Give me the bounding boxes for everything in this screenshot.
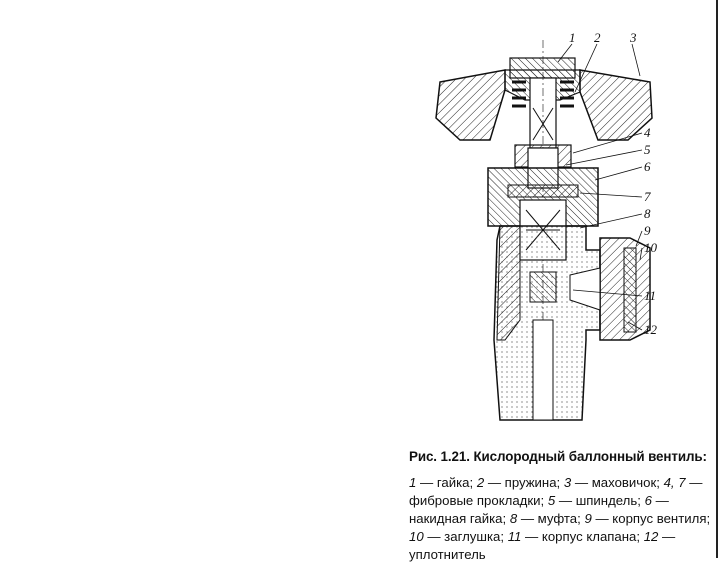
- legend-num: 2: [476, 475, 485, 490]
- legend-num: 4, 7: [663, 475, 686, 490]
- legend-num: 10: [409, 529, 424, 544]
- callout-2: 2: [594, 30, 601, 45]
- figure-caption: [409, 448, 714, 564]
- legend-num: 5: [547, 493, 556, 508]
- legend-text: — фибровые прокладки;: [409, 475, 703, 508]
- legend-text: — гайка;: [416, 475, 477, 490]
- legend-num: 8: [509, 511, 518, 526]
- legend-num: 12: [643, 529, 659, 544]
- page-edge: [716, 0, 718, 558]
- legend-text: — пружина;: [484, 475, 564, 490]
- legend-text: — корпус клапана;: [521, 529, 644, 544]
- legend-text: — уплотнитель: [409, 529, 676, 562]
- legend-text: — шпиндель;: [555, 493, 645, 508]
- callout-6: 6: [644, 159, 651, 174]
- callout-3: 3: [630, 30, 637, 45]
- legend-num: 1: [409, 475, 417, 490]
- callout-7: 7: [644, 189, 651, 204]
- legend-num: 6: [644, 493, 652, 508]
- callout-4: 4: [644, 125, 651, 140]
- legend-text: — корпус вентиля;: [591, 511, 711, 526]
- legend-text: — муфта;: [517, 511, 585, 526]
- legend-text: — заглушка;: [423, 529, 508, 544]
- callout-11: 11: [644, 288, 657, 303]
- legend-text: — накидная гайка;: [409, 493, 669, 526]
- callout-12: 12: [644, 322, 657, 337]
- caption-legend: [409, 474, 714, 564]
- legend-num: 9: [584, 511, 592, 526]
- legend-num: 3: [563, 475, 572, 490]
- legend-text: — маховичок;: [571, 475, 664, 490]
- callout-8: 8: [644, 206, 651, 221]
- callout-9: 9: [644, 223, 651, 238]
- valve-body: [494, 226, 600, 420]
- caption-title: Рис. 1.21. Кислородный баллонный вентиль:: [409, 449, 707, 464]
- callout-5: 5: [644, 142, 651, 157]
- callout-1: 1: [569, 30, 576, 45]
- callout-10: 10: [644, 240, 657, 255]
- legend-num: 11: [507, 529, 522, 544]
